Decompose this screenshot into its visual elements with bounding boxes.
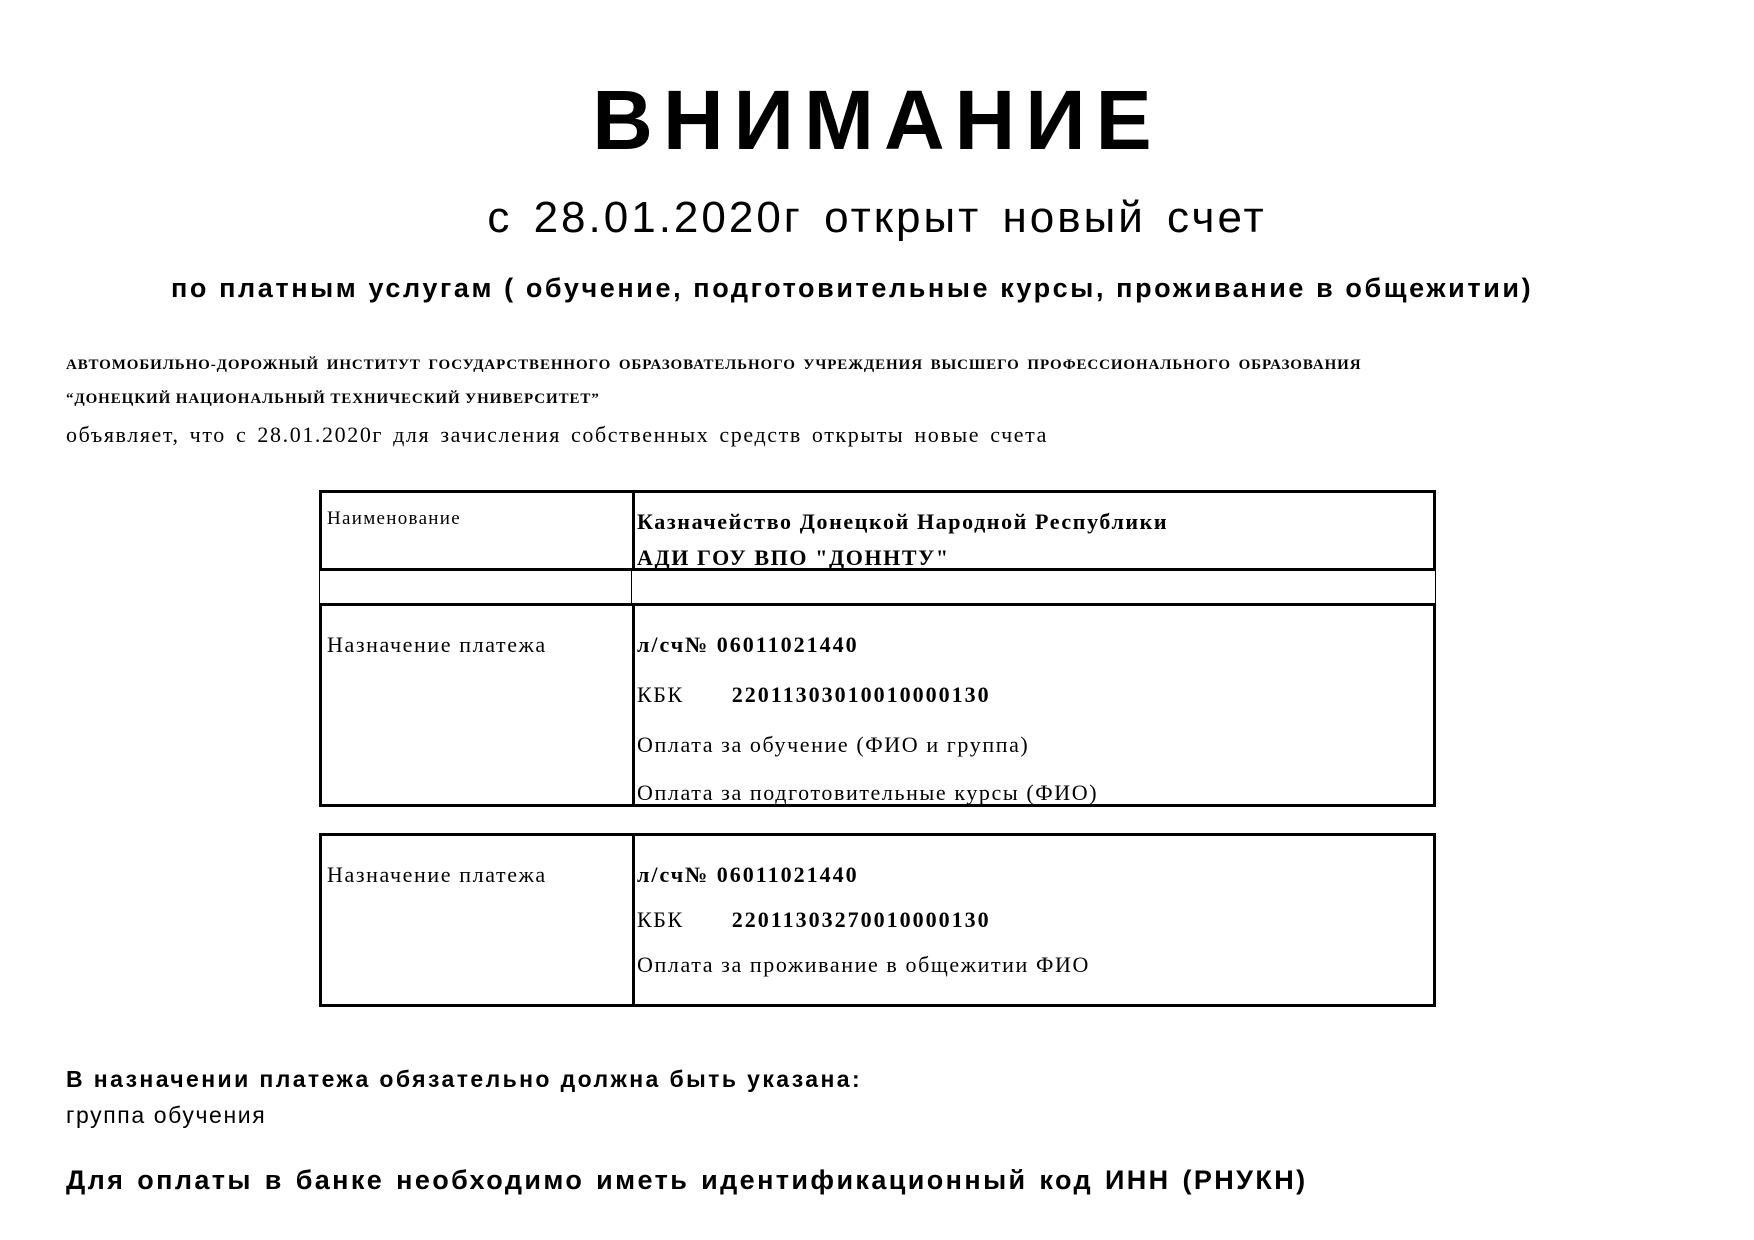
account-number: л/сч№ 06011021440 — [637, 862, 859, 887]
table-row-purpose — [319, 833, 1436, 1007]
announcement-text: объявляет, что с 28.01.2020г для зачисления собственных средств открыты новые счета — [66, 422, 1048, 447]
account-number: л/сч№ 06011021440 — [637, 632, 859, 657]
kbk-code: 22011303010010000130 — [731, 682, 991, 707]
group-note: группа обучения — [66, 1102, 267, 1128]
purpose-tuition: Оплата за обучение (ФИО и группа) — [637, 732, 1030, 757]
kbk-code: 22011303270010000130 — [731, 907, 991, 932]
column-divider — [631, 571, 632, 605]
required-note: В назначении платежа обязательно должна быть указана: — [66, 1066, 863, 1092]
organization-name-line2: “ДОНЕЦКИЙ НАЦИОНАЛЬНЫЙ ТЕХНИЧЕСКИЙ УНИВЕРСИТЕТ” — [66, 391, 600, 407]
inn-note: Для оплаты в банке необходимо иметь идентификационный код ИНН (РНУКН) — [66, 1165, 1308, 1195]
purpose-label: Назначение платежа — [327, 862, 547, 887]
table-row-purpose — [319, 603, 1436, 807]
table-row-empty — [319, 571, 1436, 605]
purpose-courses: Оплата за подготовительные курсы (ФИО) — [637, 780, 1099, 805]
purpose-value-cell — [635, 836, 1433, 1004]
institute-short-name: АДИ ГОУ ВПО "ДОННТУ" — [637, 545, 950, 570]
purpose-value-cell — [635, 606, 1433, 804]
organization-name-line1: АВТОМОБИЛЬНО-ДОРОЖНЫЙ ИНСТИТУТ ГОСУДАРСТВЕННОГО ОБРАЗОВАТЕЛЬНОГО УЧРЕЖДЕНИЯ ВЫСШЕГО ПРОФЕССИОНАЛЬНОГО ОБРАЗОВАНИЯ — [66, 357, 1362, 373]
page-subtitle: с 28.01.2020г открыт новый счет — [487, 193, 1267, 242]
treasury-name: Казначейство Донецкой Народной Республики — [637, 509, 1169, 534]
kbk-line — [637, 909, 991, 931]
table-row-name — [319, 490, 1436, 571]
name-label: Наименование — [327, 508, 461, 529]
page-title: ВНИМАНИЕ — [592, 73, 1162, 167]
services-heading: по платным услугам ( обучение, подготовительные курсы, проживание в общежитии) — [171, 273, 1534, 303]
kbk-label: КБК — [637, 682, 684, 707]
name-value-cell — [635, 493, 1433, 568]
purpose-label: Назначение платежа — [327, 632, 547, 657]
purpose-dormitory: Оплата за проживание в общежитии ФИО — [637, 952, 1090, 977]
kbk-label: КБК — [637, 907, 684, 932]
kbk-line — [637, 684, 991, 706]
